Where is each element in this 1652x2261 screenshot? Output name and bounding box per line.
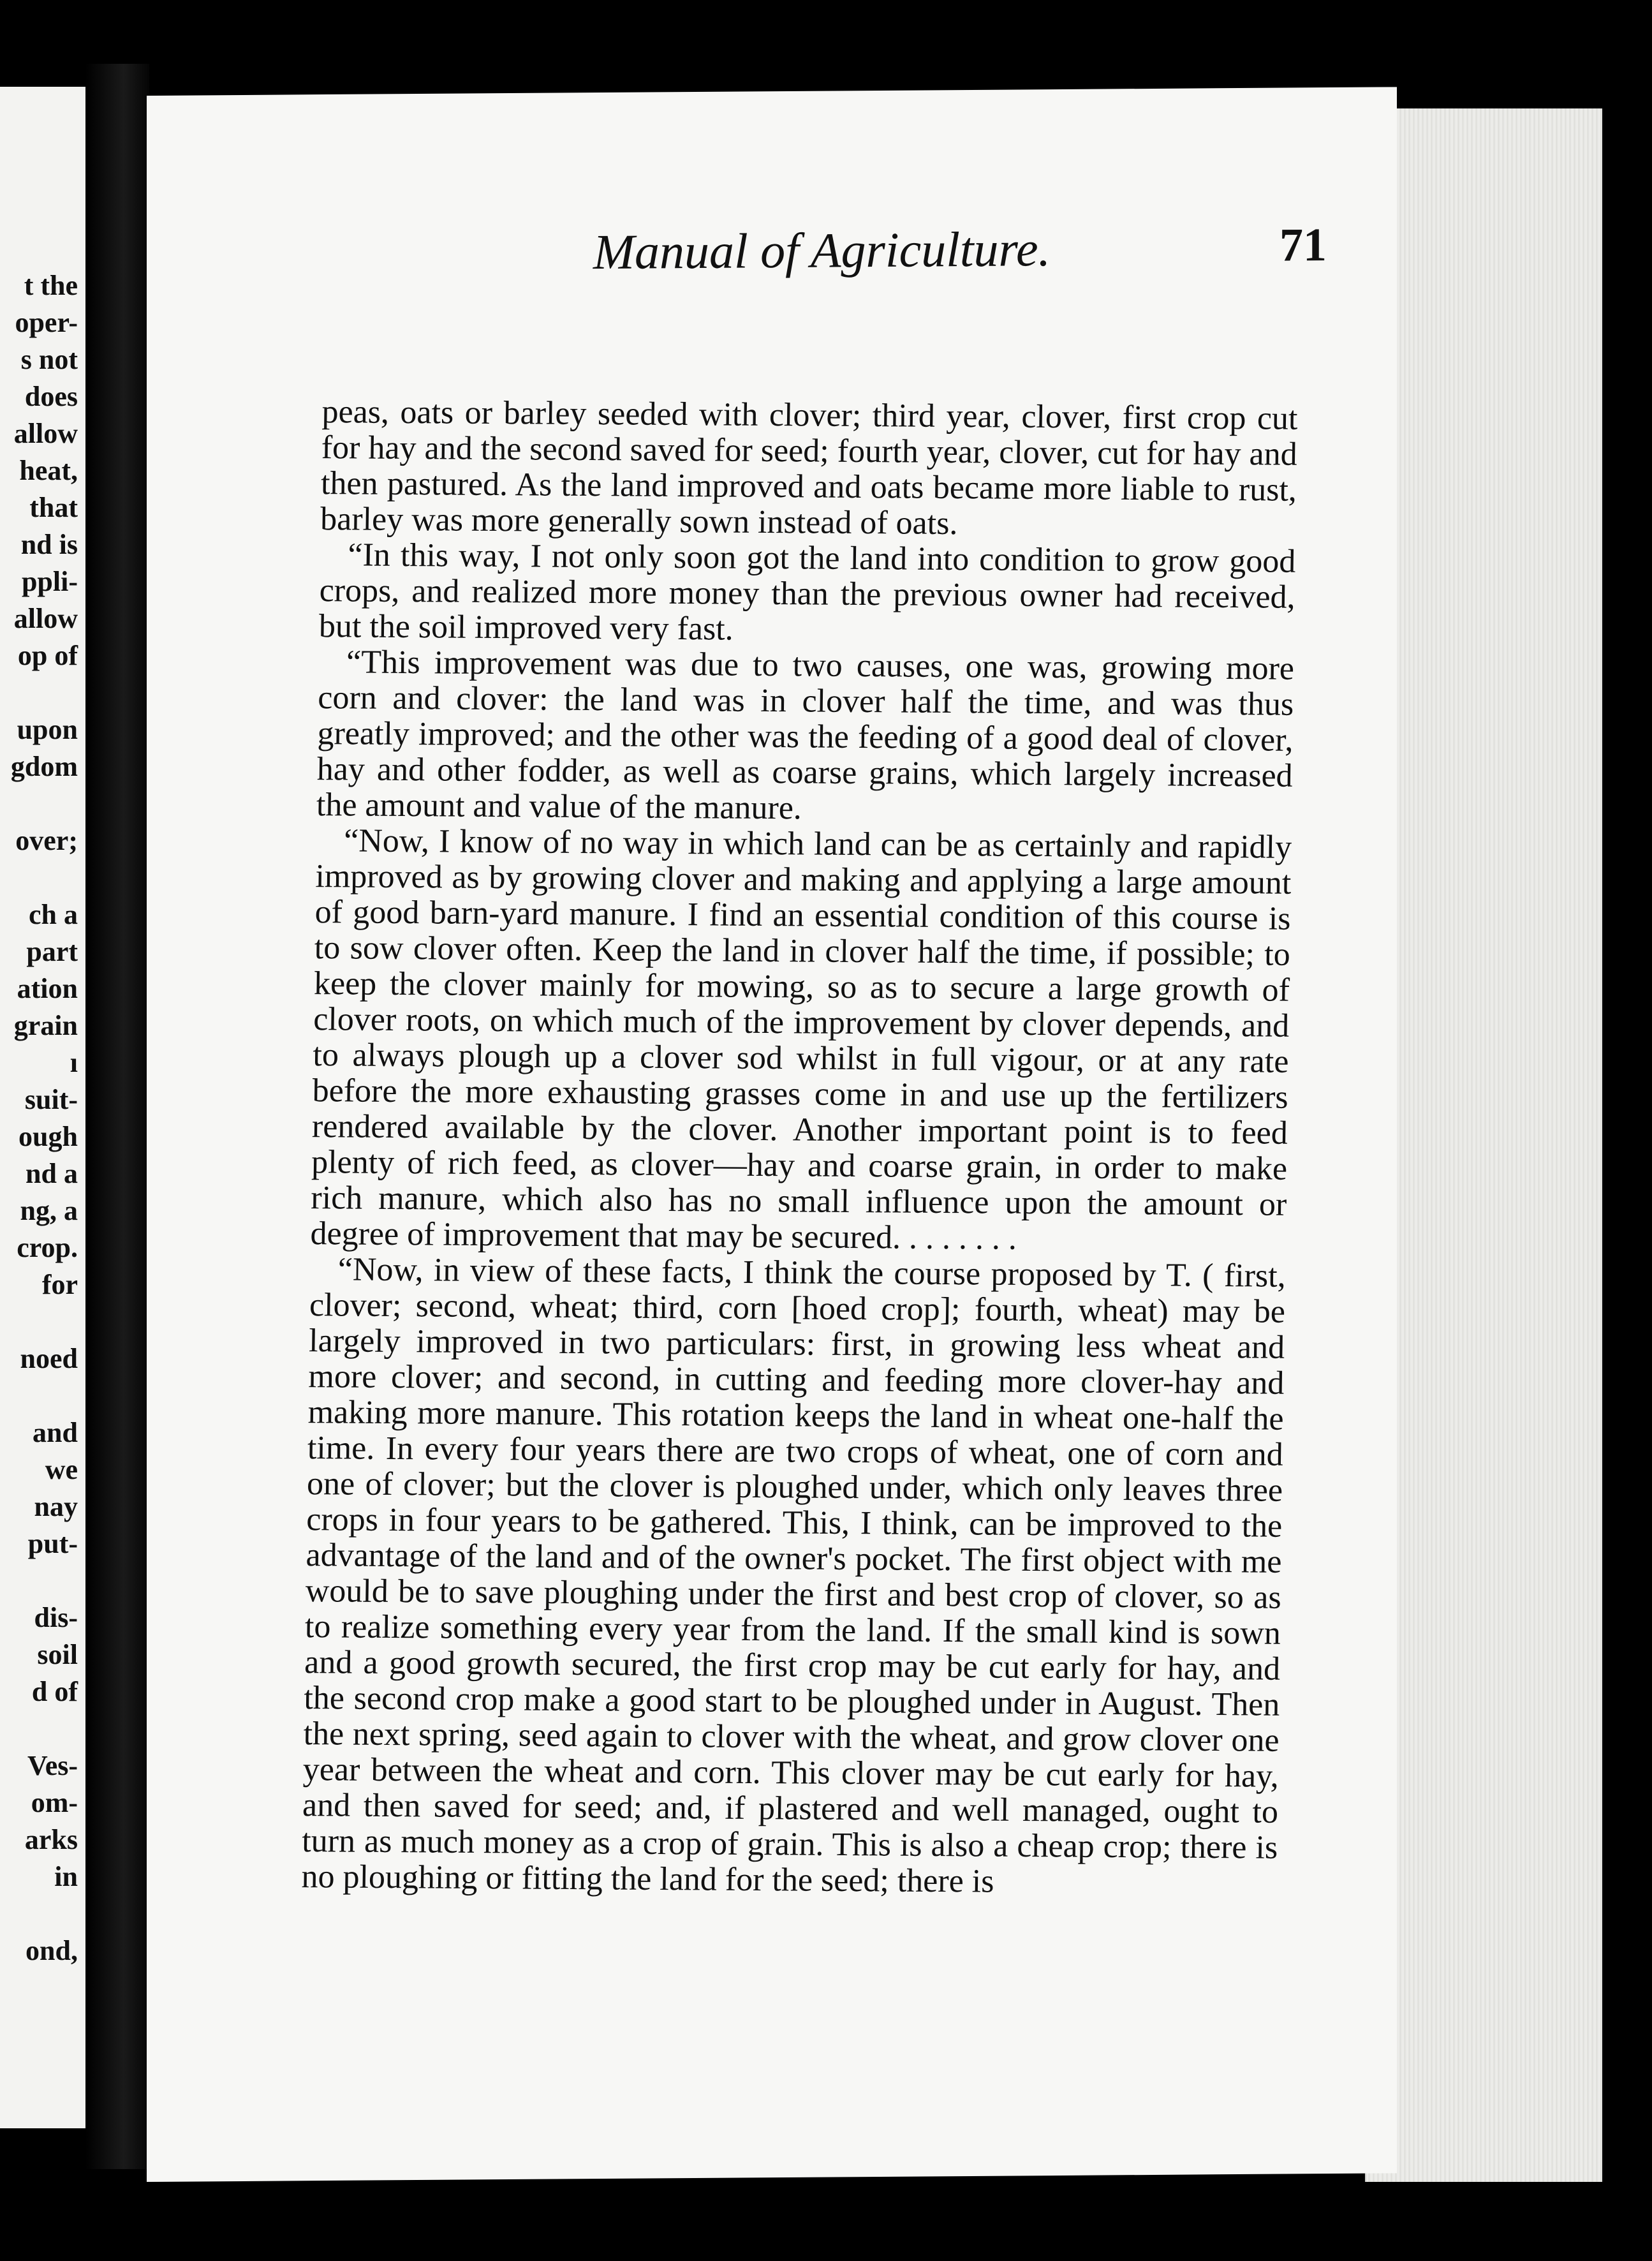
- left-page-line-fragment: put-: [27, 1528, 78, 1559]
- left-page-line-fragment: crop.: [17, 1232, 78, 1263]
- left-page-line-fragment: heat,: [19, 455, 78, 486]
- left-page-line-fragment: does: [24, 381, 78, 412]
- left-page-line-fragment: ough: [18, 1121, 78, 1152]
- paragraph: “In this way, I not only soon got the land into condition to grow good crops, and realized more money than the previous owner had received, but the soil improved very fast.: [318, 537, 1296, 648]
- left-page-line-fragment: allow: [13, 418, 78, 449]
- running-head: [593, 218, 1327, 281]
- left-page-line-fragment: suit-: [24, 1084, 78, 1115]
- body-text: [301, 394, 1298, 1902]
- left-page-line-fragment: t the: [24, 270, 78, 301]
- left-page-line-fragment: noed: [20, 1343, 78, 1374]
- left-page-line-fragment: om-: [31, 1787, 78, 1818]
- left-page-line-fragment: for: [41, 1269, 78, 1300]
- running-title: Manual of Agriculture.: [593, 221, 1051, 280]
- left-page-line-fragment: soil: [37, 1639, 78, 1670]
- left-page-line-fragment: arks: [24, 1824, 78, 1855]
- book-spine-shadow: [85, 64, 149, 2169]
- left-page-line-fragment: ı: [70, 1047, 78, 1078]
- left-page-line-fragment: nd a: [26, 1158, 78, 1189]
- left-page-line-fragment: grain: [13, 1010, 78, 1041]
- left-page-line-fragment: upon: [17, 714, 78, 745]
- left-facing-page: [0, 87, 85, 2128]
- left-page-line-fragment: oper-: [15, 307, 78, 338]
- left-page-line-fragment: ppli-: [21, 566, 78, 597]
- left-page-line-fragment: ond,: [26, 1935, 78, 1966]
- left-page-line-fragment: we: [45, 1454, 78, 1485]
- left-page-line-fragment: ation: [17, 973, 78, 1004]
- left-page-line-fragment: nay: [34, 1491, 78, 1522]
- left-page-line-fragment: allow: [13, 603, 78, 634]
- paragraph: “Now, I know of no way in which land can be as certainly and rapidly improved as by growing clover and making and applying a large amount of good barn-yard manure. I find an essential condition of this course is to sow clover often. Keep the land in clover half the time, if possible; to keep the clover mainly for mowing, so as to secure a large growth of clover roots, on which much of the improvement by clover depends, and to always plough up a clover sod whilst in full vigour, or at any rate before the more exhausting grasses come in and use up the fertilizers rendered available by the clover. Another important point is to feed plenty of rich feed, as clover—hay and coarse grain, in order to make rich manure, which also has no small influence upon the amount or degree of improvement that may be secured. . . . . . . .: [310, 822, 1292, 1257]
- left-page-line-fragment: dis-: [34, 1602, 78, 1633]
- left-page-line-fragment: that: [29, 492, 78, 523]
- left-page-line-fragment: gdom: [10, 751, 78, 782]
- page-number: 71: [1280, 219, 1327, 272]
- left-page-line-fragment: Ves-: [27, 1750, 78, 1781]
- paragraph: “This improvement was due to two causes, one was, growing more corn and clover: the land was in clover half the time, and was thus greatly improved; and the other was the feeding of a good deal of clover, hay and other fodder, as well as coarse grains, which largely increased the amount and value of the manure.: [316, 644, 1295, 827]
- paragraph: “Now, in view of these facts, I think the course proposed by T. ( first, clover; second, wheat; third, corn [hoed crop]; fourth, wheat) may be largely improved in two particulars: first, in growing less wheat and more clover; and second, in cutting and feeding more clover-hay and making more manure. This rotation keeps the land in wheat one-half the time. In every four years there are two crops of wheat, one of corn and one of clover; but the clover is ploughed under, which only leaves three crops in four years to be gathered. This, I think, can be improved to the advantage of the land and of the owner's pocket. The first object with me would be to save ploughing under the first and best crop of clover, so as to realize something every year from the land. If the small kind is sown and a good growth secured, the first crop may be cut early for hay, and the second crop make a good start to be ploughed under in August. Then the next spring, seed again to clover with the wheat, and grow clover one year between the wheat and corn. This clover may be cut early for hay, and then saved for seed; and, if plastered and well managed, ought to turn as much money as a crop of grain. This is also a cheap crop; there is no ploughing or fitting the land for the seed; there is: [301, 1251, 1287, 1900]
- left-page-line-fragment: in: [54, 1861, 78, 1892]
- left-page-line-fragment: s not: [20, 344, 78, 375]
- left-page-line-fragment: over;: [15, 825, 78, 856]
- left-page-line-fragment: ch a: [29, 899, 78, 930]
- left-page-line-fragment: part: [26, 936, 78, 967]
- left-page-line-fragment: d of: [31, 1676, 78, 1707]
- paragraph: peas, oats or barley seeded with clover; third year, clover, first crop cut for hay and the second saved for seed; fourth year, clover, cut for hay and then pastured. As the land improved and oats became more liable to rust, barley was more generally sown instead of oats.: [320, 394, 1298, 542]
- left-page-line-fragment: op of: [17, 640, 78, 671]
- left-page-line-fragment: nd is: [20, 529, 78, 560]
- page-edges: [1365, 108, 1602, 2182]
- main-page: [147, 87, 1397, 2182]
- left-page-line-fragment: and: [33, 1417, 78, 1448]
- left-page-line-fragment: ng, a: [20, 1195, 78, 1226]
